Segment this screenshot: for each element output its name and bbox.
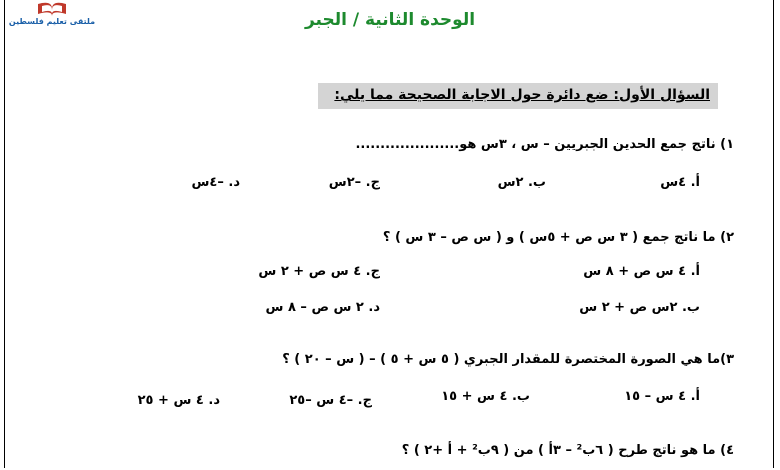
q2-option-d: د. ٢ س ص – ٨ س [265, 300, 380, 315]
q2-option-b: ب. ٢س ص + ٢ س [579, 300, 700, 315]
question-3: ٣)ما هي الصورة المختصرة للمقدار الجبري ( ٥ س + ٥ ) – ( س – ٢٠ ) ؟ [282, 352, 734, 367]
q1-option-b: ب. ٢س [497, 175, 546, 190]
q3-option-a: أ. ٤ س – ١٥ [624, 389, 700, 404]
q2-option-c: ج. ٤ س ص + ٢ س [258, 264, 380, 279]
logo-text: ملتقى تعليم فلسطين [8, 17, 96, 26]
q1-option-a: أ. ٤س [660, 175, 700, 190]
question-1: ١) ناتج جمع الحدين الجبريين – س ، ٣س هو..................... [355, 137, 734, 152]
q3-option-d: د. ٤ س + ٢٥ [137, 393, 220, 408]
question-header [318, 83, 718, 109]
question-header-text: السؤال الأول: ضع دائرة حول الاجابة الصحيحة مما يلي: [334, 87, 710, 103]
q3-option-c: ج. –٤ س –٢٥ [289, 393, 372, 408]
q1-option-d: د. –٤س [191, 175, 240, 190]
q1-option-c: ج. –٢س [328, 175, 380, 190]
question-4: ٤) ما هو ناتج طرح ( ٦ب² – ٣أ ) من ( ٩ب² + أ +٢ ) ؟ [401, 443, 734, 458]
question-2: ٢) ما ناتج جمع ( ٣ س ص + ٥س ) و ( س ص – ٣ س ) ؟ [382, 230, 734, 245]
page-title: الوحدة الثانية / الجبر [304, 10, 476, 30]
q3-option-b: ب. ٤ س + ١٥ [441, 389, 530, 404]
q2-option-a: أ. ٤ س ص + ٨ س [583, 264, 700, 279]
